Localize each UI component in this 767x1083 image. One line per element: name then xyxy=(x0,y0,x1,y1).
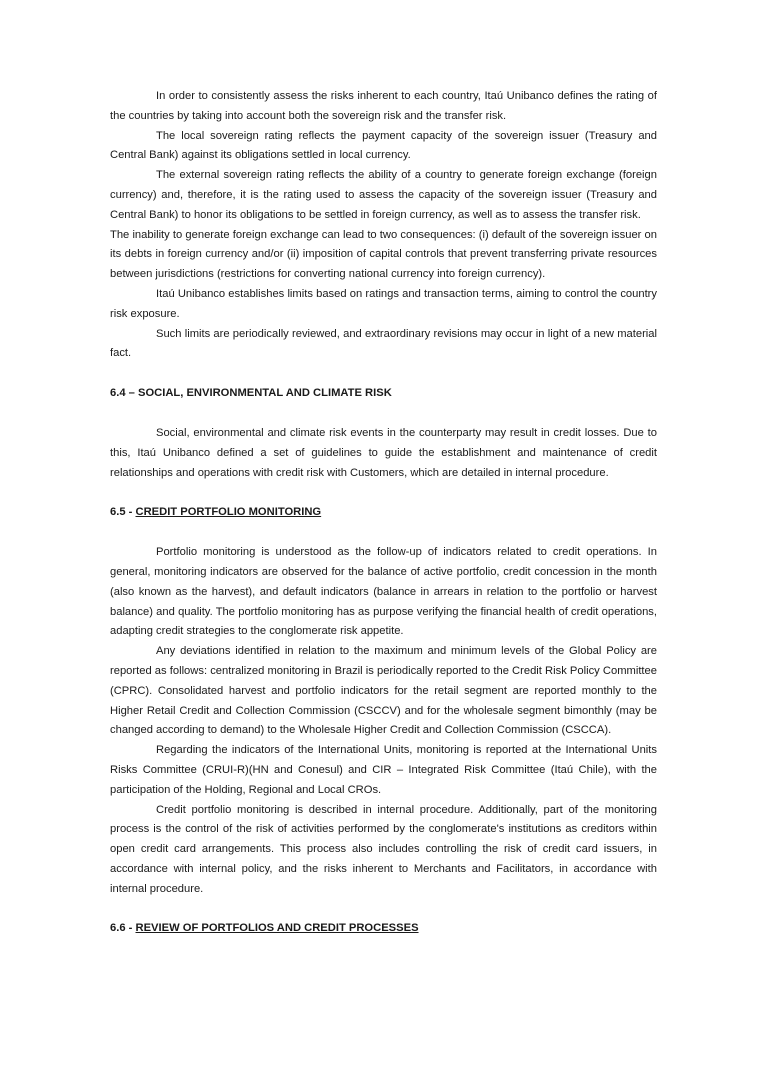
paragraph-foreign-exchange-inability: The inability to generate foreign exchange can lead to two consequences: (i) default of the sovereign issuer on its debts in foreign currency and/or (ii) imposition of capital controls that prevent transferring private resources between jurisdictions (restrictions for converting national currency into foreign currency). xyxy=(110,228,657,281)
heading-6-6-title: REVIEW OF PORTFOLIOS AND CREDIT PROCESSES xyxy=(135,922,419,935)
heading-6-5-number: 6.5 - xyxy=(110,506,136,519)
paragraph-limits-review: Such limits are periodically reviewed, and extraordinary revisions may occur in light of a new material fact. xyxy=(110,327,657,360)
heading-6-6 xyxy=(110,919,657,939)
paragraph-country-rating: In order to consistently assess the risks inherent to each country, Itaú Unibanco defines the rating of the countries by taking into account both the sovereign risk and the transfer risk. xyxy=(110,90,657,122)
paragraph-portfolio-monitoring: Portfolio monitoring is understood as the follow-up of indicators related to credit operations. In general, monitoring indicators are observed for the balance of active portfolio, credit concession in the month (also known as the harvest), and default indicators (balance in arrears in relation to the portfolio or harvest balance) and quality. The portfolio monitoring has as purpose verifying the financial health of credit operations, adapting credit strategies to the conglomerate risk appetite. xyxy=(110,546,657,638)
heading-6-4: 6.4 – SOCIAL, ENVIRONMENTAL AND CLIMATE RISK xyxy=(110,387,392,400)
paragraph-deviations-reporting: Any deviations identified in relation to the maximum and minimum levels of the Global Policy are reported as follows: centralized monitoring in Brazil is periodically reported to the Credit Risk Policy Committee (CPRC). Consolidated harvest and portfolio indicators for the retail segment are reported monthly to the Higher Retail Credit and Collection Commission (CSCCV) and for the wholesale segment bimonthly (may be changed according to demand) to the Wholesale Higher Credit and Collection Commission (CSCCA). xyxy=(110,645,657,737)
paragraph-international-units: Regarding the indicators of the International Units, monitoring is reported at the International Units Risks Committee (CRUI-R)(HN and Conesul) and CIR – Integrated Risk Committee (Itaú Chile), with the participation of the Holding, Regional and Local CROs. xyxy=(110,744,657,796)
paragraph-social-environmental-risk: Social, environmental and climate risk events in the counterparty may result in credit losses. Due to this, Itaú Unibanco defined a set of guidelines to guide the establishment and maintenance of credit relationships and operations with credit risk with Customers, which are detailed in internal procedure. xyxy=(110,426,657,479)
paragraph-local-sovereign-rating: The local sovereign rating reflects the payment capacity of the sovereign issuer (Treasury and Central Bank) against its obligations settled in local currency. xyxy=(110,129,657,162)
spacer xyxy=(110,523,657,543)
paragraph-limits: Itaú Unibanco establishes limits based on ratings and transaction terms, aiming to control the country risk exposure. xyxy=(110,287,657,320)
heading-6-6-number: 6.6 - xyxy=(110,922,136,935)
paragraph-credit-card-monitoring: Credit portfolio monitoring is described in internal procedure. Additionally, part of the monitoring process is the control of the risk of activities performed by the conglomerate's institutions as creditors within open credit card arrangements. This process also includes controlling the risk of credit card issuers, in accordance with internal policy, and the risks inherent to Merchants and Facilitators, in accordance with internal procedure. xyxy=(110,803,657,895)
spacer xyxy=(110,483,657,503)
spacer xyxy=(110,899,657,919)
heading-6-5-title: CREDIT PORTFOLIO MONITORING xyxy=(135,506,322,519)
paragraph-external-sovereign-rating: The external sovereign rating reflects the ability of a country to generate foreign exchange (foreign currency) and, therefore, it is the rating used to assess the capacity of the sovereign issuer (Treasury and Central Bank) to honor its obligations to be settled in foreign currency, as well as to assess the transfer risk. xyxy=(110,169,657,221)
heading-6-5 xyxy=(110,503,657,523)
page-content xyxy=(110,87,657,939)
spacer xyxy=(110,404,657,424)
spacer xyxy=(110,364,657,384)
